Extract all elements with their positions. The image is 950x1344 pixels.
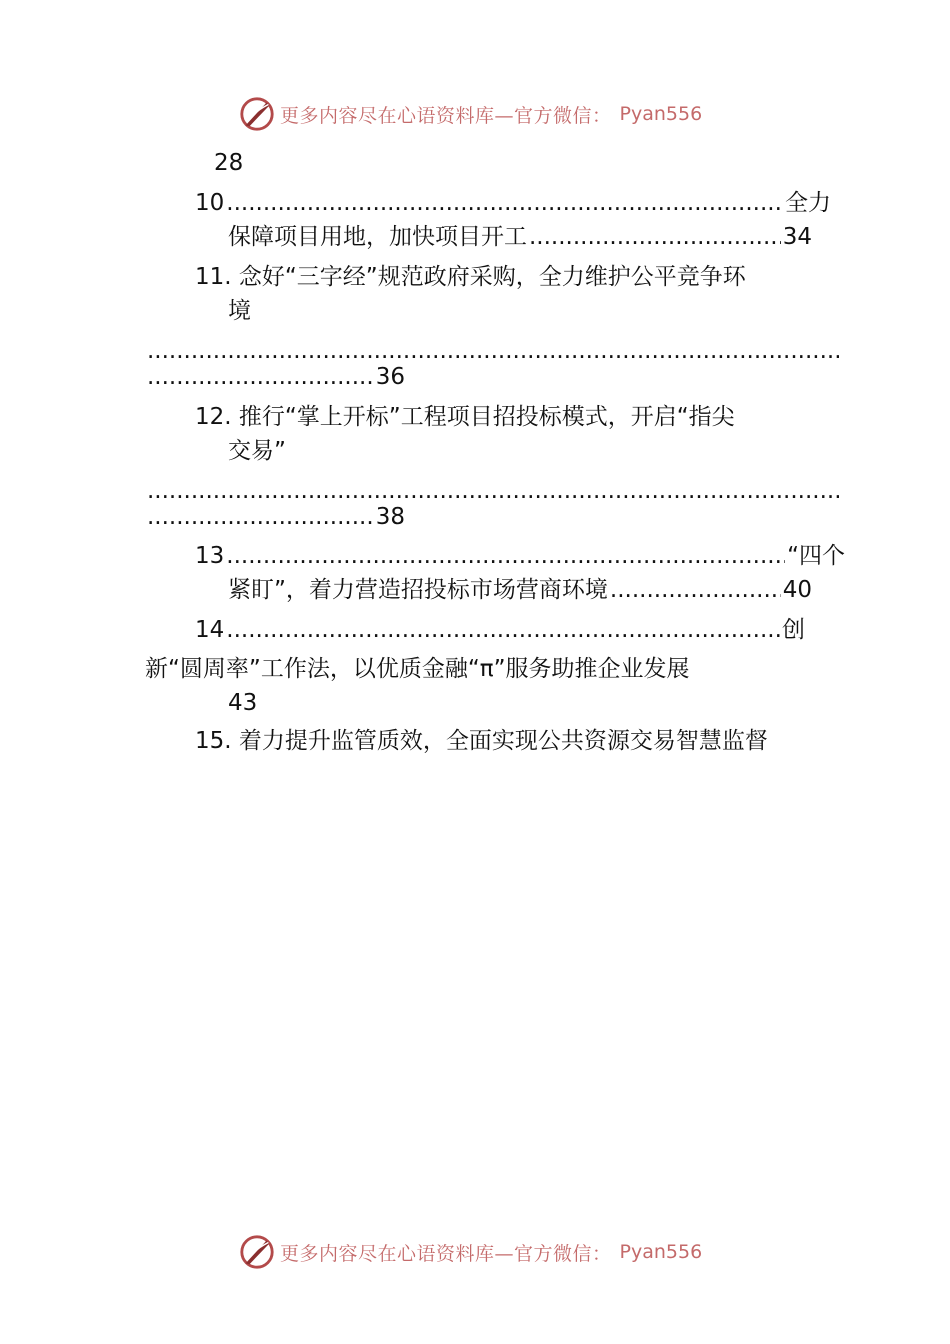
quill-logo-icon <box>238 1233 276 1271</box>
toc-entry-11-cont: 境 <box>228 298 251 324</box>
toc-entry-13[interactable] <box>195 541 845 571</box>
quill-logo-icon <box>238 95 276 133</box>
toc-entry-title-start: “四个 <box>787 543 845 569</box>
toc-entry-page: 38 <box>375 504 405 530</box>
toc-dot-leader <box>147 362 374 392</box>
header-watermark <box>238 94 702 134</box>
toc-entry-14[interactable] <box>195 615 805 645</box>
toc-dot-leader <box>147 502 374 532</box>
toc-entry-page: 36 <box>375 364 405 390</box>
toc-entry-11-page-row <box>145 362 405 392</box>
toc-entry-10-cont[interactable] <box>228 222 812 252</box>
toc-entry-number: 10 <box>195 190 225 216</box>
watermark-text: 更多内容尽在心语资料库—官方微信： <box>280 104 612 127</box>
toc-entry-10[interactable] <box>195 188 831 218</box>
toc-dot-leader <box>226 615 780 645</box>
toc-entry-number: 13 <box>195 543 225 569</box>
toc-page-number: 28 <box>214 150 244 176</box>
toc-entry-11[interactable]: 11. 念好“三字经”规范政府采购，全力维护公平竞争环 <box>195 264 746 290</box>
toc-entry-15[interactable]: 15. 着力提升监管质效，全面实现公共资源交易智慧监督 <box>195 728 768 754</box>
toc-entry-page: 43 <box>228 690 258 716</box>
watermark-text: 更多内容尽在心语资料库—官方微信： <box>280 1242 612 1265</box>
toc-entry-13-cont[interactable] <box>228 575 812 605</box>
toc-dot-leader <box>610 575 781 605</box>
toc-dot-leader <box>226 541 785 571</box>
toc-dot-leader <box>529 222 781 252</box>
toc-entry-12[interactable]: 12. 推行“掌上开标”工程项目招投标模式，开启“指尖 <box>195 404 735 430</box>
toc-entry-page: 40 <box>782 577 812 603</box>
toc-entry-title-start: 全力 <box>785 190 831 216</box>
toc-entry-12-cont: 交易” <box>228 438 286 464</box>
toc-entry-number: 14 <box>195 617 225 643</box>
toc-dot-leader <box>226 188 783 218</box>
watermark-wechat-id: Pyan556 <box>619 1241 703 1263</box>
watermark-wechat-id: Pyan556 <box>619 103 703 125</box>
toc-entry-12-page-row <box>145 502 405 532</box>
footer-watermark <box>238 1232 702 1272</box>
toc-entry-title-start: 创 <box>782 617 805 643</box>
toc-entry-14-cont: 新“圆周率”工作法，以优质金融“π”服务助推企业发展 <box>145 656 690 682</box>
toc-entry-title: 紧盯”，着力营造招投标市场营商环境 <box>228 577 608 603</box>
toc-entry-title: 保障项目用地，加快项目开工 <box>228 224 527 250</box>
toc-entry-page: 34 <box>782 224 812 250</box>
